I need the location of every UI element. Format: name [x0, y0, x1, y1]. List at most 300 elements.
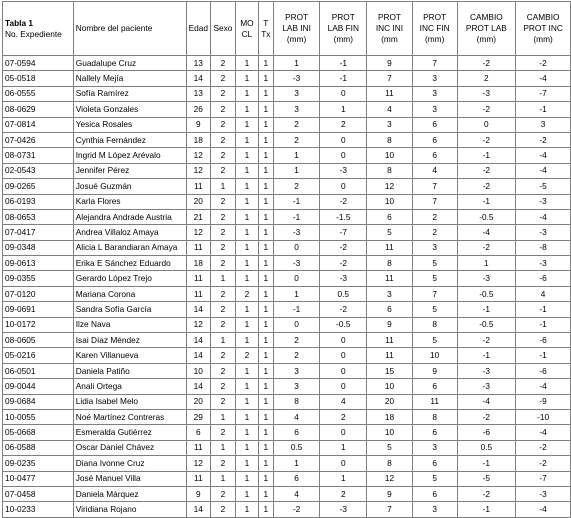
cell-prot-inc-fin: 5 [412, 471, 457, 486]
header-row [3, 2, 571, 56]
cell-expediente: 09-0348 [3, 240, 74, 255]
cell-sexo: 2 [210, 148, 235, 163]
cell-cambio-prot-inc: -5 [516, 179, 571, 194]
cell-mocl: 1 [235, 317, 258, 332]
cell-cambio-prot-lab: 2 [457, 71, 516, 86]
header-prot-lab-ini-line1: PROT [285, 12, 309, 22]
header-prot-lab-ini-line3: (mm) [286, 34, 307, 44]
cell-prot-inc-fin: 5 [412, 271, 457, 286]
cell-expediente: 05-0668 [3, 425, 74, 440]
cell-cambio-prot-inc: -2 [516, 56, 571, 71]
cell-prot-inc-fin: 9 [412, 363, 457, 378]
cell-prot-inc-fin: 3 [412, 102, 457, 117]
cell-cambio-prot-lab: -0.5 [457, 286, 516, 301]
cell-edad: 11 [186, 286, 210, 301]
cell-sexo: 1 [210, 333, 235, 348]
cell-prot-lab-fin: 2 [320, 486, 367, 501]
cell-cambio-prot-lab: -1 [457, 302, 516, 317]
header-cambio-inc-line3: (mm) [533, 34, 553, 44]
cell-prot-lab-ini: -2 [273, 502, 320, 517]
header-cambio-prot-lab [457, 2, 516, 56]
header-cambio-lab-line2: PROT LAB [465, 23, 507, 33]
cell-prot-inc-ini: 6 [367, 302, 413, 317]
cell-sexo: 2 [210, 56, 235, 71]
cell-ttx: 1 [258, 486, 273, 501]
cell-cambio-prot-inc: -9 [516, 394, 571, 409]
cell-prot-inc-fin: 7 [412, 56, 457, 71]
cell-cambio-prot-inc: -1 [516, 348, 571, 363]
cell-mocl: 1 [235, 194, 258, 209]
cell-expediente: 07-0458 [3, 486, 74, 501]
cell-expediente: 08-0653 [3, 209, 74, 224]
cell-prot-lab-ini: 3 [273, 363, 320, 378]
cell-nombre: Gerardo López Trejo [73, 271, 186, 286]
cell-expediente: 08-0629 [3, 102, 74, 117]
cell-cambio-prot-lab: -2 [457, 179, 516, 194]
cell-ttx: 1 [258, 317, 273, 332]
header-mocl-line2: CL [241, 28, 253, 39]
table-row [3, 179, 571, 194]
cell-cambio-prot-lab: -5 [457, 471, 516, 486]
cell-expediente: 06-0501 [3, 363, 74, 378]
table-row [3, 302, 571, 317]
cell-edad: 12 [186, 225, 210, 240]
table-row [3, 425, 571, 440]
cell-prot-inc-fin: 8 [412, 409, 457, 424]
cell-cambio-prot-lab: 0.5 [457, 440, 516, 455]
cell-nombre: Alicia L Barandiaran Amaya [73, 240, 186, 255]
cell-prot-inc-ini: 6 [367, 209, 413, 224]
header-ttx [258, 2, 273, 56]
patient-table-container [2, 1, 571, 518]
cell-edad: 14 [186, 333, 210, 348]
cell-prot-inc-ini: 5 [367, 225, 413, 240]
table-row [3, 132, 571, 147]
cell-sexo: 2 [210, 286, 235, 301]
cell-prot-lab-ini: 2 [273, 333, 320, 348]
cell-prot-inc-fin: 2 [412, 225, 457, 240]
cell-sexo: 2 [210, 256, 235, 271]
cell-expediente: 08-0731 [3, 148, 74, 163]
cell-cambio-prot-inc: -1 [516, 317, 571, 332]
cell-ttx: 1 [258, 363, 273, 378]
cell-prot-inc-ini: 10 [367, 425, 413, 440]
cell-cambio-prot-lab: -1 [457, 148, 516, 163]
cell-sexo: 2 [210, 502, 235, 517]
cell-expediente: 07-0426 [3, 132, 74, 147]
cell-mocl: 1 [235, 333, 258, 348]
cell-prot-lab-ini: 1 [273, 148, 320, 163]
header-edad: Edad [186, 2, 210, 56]
header-prot-inc-fin-line1: PROT [423, 12, 447, 22]
cell-expediente: 08-0605 [3, 333, 74, 348]
cell-prot-lab-ini: 3 [273, 102, 320, 117]
cell-prot-inc-ini: 20 [367, 394, 413, 409]
cell-edad: 20 [186, 194, 210, 209]
cell-nombre: Jennifer Pérez [73, 163, 186, 178]
cell-prot-lab-ini: 1 [273, 163, 320, 178]
table-row [3, 117, 571, 132]
cell-prot-inc-ini: 9 [367, 317, 413, 332]
cell-sexo: 2 [210, 225, 235, 240]
cell-prot-inc-ini: 3 [367, 117, 413, 132]
table-row [3, 440, 571, 455]
cell-edad: 14 [186, 502, 210, 517]
cell-cambio-prot-lab: -6 [457, 425, 516, 440]
cell-nombre: Alejandra Andrade Austria [73, 209, 186, 224]
cell-prot-lab-ini: 1 [273, 286, 320, 301]
cell-cambio-prot-inc: -6 [516, 363, 571, 378]
cell-edad: 13 [186, 86, 210, 101]
table-row [3, 240, 571, 255]
cell-edad: 9 [186, 117, 210, 132]
cell-edad: 10 [186, 363, 210, 378]
cell-cambio-prot-inc: -4 [516, 209, 571, 224]
patient-data-table [2, 1, 571, 518]
cell-cambio-prot-inc: -2 [516, 440, 571, 455]
cell-cambio-prot-inc: -2 [516, 132, 571, 147]
cell-prot-inc-ini: 8 [367, 256, 413, 271]
header-ttx-line1: T [263, 17, 269, 28]
cell-prot-inc-fin: 4 [412, 163, 457, 178]
cell-mocl: 1 [235, 394, 258, 409]
cell-edad: 12 [186, 317, 210, 332]
cell-mocl: 1 [235, 425, 258, 440]
cell-edad: 12 [186, 163, 210, 178]
cell-prot-inc-ini: 3 [367, 286, 413, 301]
cell-prot-lab-fin: -1 [320, 56, 367, 71]
cell-prot-lab-fin: 1 [320, 440, 367, 455]
cell-prot-lab-ini: 4 [273, 409, 320, 424]
cell-sexo: 1 [210, 271, 235, 286]
table-row [3, 486, 571, 501]
cell-prot-inc-ini: 18 [367, 409, 413, 424]
cell-edad: 12 [186, 148, 210, 163]
header-prot-inc-fin-line2: INC FIN [419, 23, 450, 33]
cell-prot-lab-ini: 1 [273, 56, 320, 71]
cell-mocl: 1 [235, 379, 258, 394]
cell-ttx: 1 [258, 440, 273, 455]
cell-prot-inc-fin: 3 [412, 502, 457, 517]
header-sexo: Sexo [210, 2, 235, 56]
cell-prot-lab-fin: 0 [320, 425, 367, 440]
cell-prot-lab-fin: 1 [320, 471, 367, 486]
cell-mocl: 1 [235, 163, 258, 178]
cell-prot-lab-fin: -1 [320, 71, 367, 86]
cell-prot-lab-fin: 0 [320, 379, 367, 394]
cell-prot-inc-ini: 5 [367, 440, 413, 455]
cell-cambio-prot-lab: -2 [457, 102, 516, 117]
cell-mocl: 1 [235, 363, 258, 378]
cell-mocl: 1 [235, 179, 258, 194]
cell-nombre: Viridiana Rojano [73, 502, 186, 517]
cell-prot-lab-fin: -7 [320, 225, 367, 240]
cell-prot-lab-fin: 4 [320, 394, 367, 409]
cell-cambio-prot-lab: -4 [457, 225, 516, 240]
cell-cambio-prot-inc: -3 [516, 256, 571, 271]
header-prot-inc-fin [412, 2, 457, 56]
cell-prot-inc-ini: 10 [367, 379, 413, 394]
cell-nombre: Sofía Ramírez [73, 86, 186, 101]
cell-prot-inc-fin: 3 [412, 86, 457, 101]
cell-expediente: 09-0613 [3, 256, 74, 271]
cell-prot-inc-ini: 11 [367, 240, 413, 255]
cell-cambio-prot-inc: -4 [516, 502, 571, 517]
cell-sexo: 2 [210, 194, 235, 209]
cell-edad: 14 [186, 379, 210, 394]
table-body [3, 56, 571, 518]
cell-ttx: 1 [258, 132, 273, 147]
cell-ttx: 1 [258, 379, 273, 394]
cell-ttx: 1 [258, 456, 273, 471]
cell-prot-lab-ini: 6 [273, 425, 320, 440]
cell-prot-inc-fin: 5 [412, 302, 457, 317]
cell-nombre: Anali Ortega [73, 379, 186, 394]
cell-cambio-prot-inc: -6 [516, 333, 571, 348]
cell-expediente: 05-0518 [3, 71, 74, 86]
cell-nombre: Lidia Isabel Melo [73, 394, 186, 409]
cell-prot-lab-fin: -2 [320, 240, 367, 255]
cell-edad: 11 [186, 440, 210, 455]
cell-prot-inc-ini: 11 [367, 271, 413, 286]
cell-sexo: 1 [210, 409, 235, 424]
header-prot-lab-fin-line2: LAB FIN [327, 23, 359, 33]
cell-prot-lab-ini: 0 [273, 240, 320, 255]
cell-edad: 14 [186, 71, 210, 86]
cell-cambio-prot-inc: -7 [516, 471, 571, 486]
cell-prot-lab-fin: 0 [320, 363, 367, 378]
cell-prot-lab-ini: 2 [273, 348, 320, 363]
cell-prot-inc-ini: 9 [367, 486, 413, 501]
cell-prot-inc-fin: 7 [412, 286, 457, 301]
cell-prot-lab-ini: 0 [273, 317, 320, 332]
header-cambio-inc-line1: CAMBIO [526, 12, 560, 22]
cell-edad: 29 [186, 409, 210, 424]
table-row [3, 271, 571, 286]
cell-edad: 6 [186, 425, 210, 440]
cell-prot-lab-ini: 8 [273, 394, 320, 409]
table-row [3, 256, 571, 271]
cell-cambio-prot-lab: 1 [457, 256, 516, 271]
cell-sexo: 2 [210, 394, 235, 409]
cell-cambio-prot-inc: -3 [516, 194, 571, 209]
cell-nombre: Ilze Nava [73, 317, 186, 332]
cell-edad: 14 [186, 302, 210, 317]
cell-cambio-prot-lab: -3 [457, 379, 516, 394]
table-row [3, 394, 571, 409]
cell-nombre: Sandra Sofía García [73, 302, 186, 317]
cell-expediente: 07-0120 [3, 286, 74, 301]
cell-cambio-prot-lab: -2 [457, 409, 516, 424]
cell-cambio-prot-lab: -2 [457, 486, 516, 501]
cell-expediente: 07-0417 [3, 225, 74, 240]
cell-prot-lab-ini: -3 [273, 256, 320, 271]
header-expediente [3, 2, 74, 56]
cell-prot-lab-ini: 3 [273, 86, 320, 101]
cell-edad: 21 [186, 209, 210, 224]
cell-edad: 13 [186, 56, 210, 71]
cell-mocl: 1 [235, 471, 258, 486]
cell-nombre: Esmeralda Gutiérrez [73, 425, 186, 440]
cell-edad: 26 [186, 102, 210, 117]
cell-ttx: 1 [258, 163, 273, 178]
cell-cambio-prot-inc: -7 [516, 86, 571, 101]
table-row [3, 194, 571, 209]
cell-prot-inc-fin: 11 [412, 394, 457, 409]
cell-ttx: 1 [258, 271, 273, 286]
cell-edad: 11 [186, 271, 210, 286]
cell-cambio-prot-lab: -4 [457, 394, 516, 409]
cell-mocl: 1 [235, 240, 258, 255]
cell-mocl: 1 [235, 502, 258, 517]
header-nombre: Nombre del paciente [73, 2, 186, 56]
cell-nombre: Andrea Villaloz Amaya [73, 225, 186, 240]
table-row [3, 379, 571, 394]
cell-sexo: 2 [210, 379, 235, 394]
cell-cambio-prot-inc: -4 [516, 148, 571, 163]
cell-cambio-prot-inc: -1 [516, 102, 571, 117]
cell-expediente: 07-0814 [3, 117, 74, 132]
cell-nombre: Josué Guzmán [73, 179, 186, 194]
cell-prot-lab-fin: 0 [320, 456, 367, 471]
cell-prot-inc-ini: 10 [367, 148, 413, 163]
header-prot-lab-ini [273, 2, 320, 56]
cell-prot-inc-fin: 6 [412, 486, 457, 501]
cell-sexo: 2 [210, 86, 235, 101]
cell-prot-lab-ini: 0 [273, 271, 320, 286]
cell-prot-lab-fin: -2 [320, 302, 367, 317]
table-row [3, 333, 571, 348]
cell-ttx: 1 [258, 333, 273, 348]
cell-ttx: 1 [258, 502, 273, 517]
cell-expediente: 02-0543 [3, 163, 74, 178]
cell-expediente: 10-0477 [3, 471, 74, 486]
cell-nombre: Yesica Rosales [73, 117, 186, 132]
cell-sexo: 2 [210, 425, 235, 440]
table-row [3, 163, 571, 178]
header-prot-inc-ini-line1: PROT [377, 12, 401, 22]
header-prot-inc-ini [367, 2, 413, 56]
cell-sexo: 2 [210, 302, 235, 317]
cell-mocl: 1 [235, 456, 258, 471]
table-row [3, 317, 571, 332]
cell-expediente: 10-0172 [3, 317, 74, 332]
cell-mocl: 1 [235, 56, 258, 71]
cell-cambio-prot-inc: -4 [516, 425, 571, 440]
cell-edad: 14 [186, 348, 210, 363]
cell-cambio-prot-inc: -4 [516, 163, 571, 178]
cell-prot-lab-fin: 0 [320, 179, 367, 194]
cell-cambio-prot-inc: -8 [516, 240, 571, 255]
cell-expediente: 09-0265 [3, 179, 74, 194]
cell-ttx: 1 [258, 471, 273, 486]
cell-prot-lab-fin: 0 [320, 86, 367, 101]
cell-mocl: 2 [235, 348, 258, 363]
cell-prot-lab-ini: 2 [273, 179, 320, 194]
cell-nombre: Ingrid M López Arévalo [73, 148, 186, 163]
cell-ttx: 1 [258, 256, 273, 271]
cell-nombre: Erika E Sánchez Eduardo [73, 256, 186, 271]
cell-cambio-prot-lab: -2 [457, 132, 516, 147]
cell-mocl: 1 [235, 148, 258, 163]
cell-ttx: 1 [258, 209, 273, 224]
cell-expediente: 09-0691 [3, 302, 74, 317]
cell-prot-lab-ini: 3 [273, 379, 320, 394]
cell-prot-inc-ini: 8 [367, 132, 413, 147]
cell-prot-lab-ini: 2 [273, 132, 320, 147]
cell-ttx: 1 [258, 409, 273, 424]
cell-cambio-prot-lab: -1 [457, 194, 516, 209]
header-mocl [235, 2, 258, 56]
cell-expediente: 09-0044 [3, 379, 74, 394]
cell-prot-lab-fin: -3 [320, 502, 367, 517]
cell-prot-lab-fin: -3 [320, 271, 367, 286]
cell-cambio-prot-lab: 0 [457, 117, 516, 132]
cell-expediente: 09-0355 [3, 271, 74, 286]
cell-prot-inc-fin: 10 [412, 348, 457, 363]
cell-expediente: 06-0193 [3, 194, 74, 209]
cell-prot-lab-ini: -1 [273, 194, 320, 209]
header-ttx-line2: Tx [261, 28, 271, 39]
cell-prot-lab-fin: 2 [320, 409, 367, 424]
cell-nombre: Nallely Mejía [73, 71, 186, 86]
cell-mocl: 1 [235, 486, 258, 501]
table-row [3, 148, 571, 163]
cell-mocl: 1 [235, 225, 258, 240]
cell-prot-lab-fin: 0 [320, 348, 367, 363]
cell-cambio-prot-lab: -2 [457, 56, 516, 71]
cell-nombre: Daniela Patiño [73, 363, 186, 378]
cell-cambio-prot-lab: -1 [457, 348, 516, 363]
cell-sexo: 1 [210, 440, 235, 455]
cell-ttx: 1 [258, 86, 273, 101]
table-row [3, 363, 571, 378]
cell-prot-lab-fin: 0 [320, 148, 367, 163]
cell-prot-lab-fin: -2 [320, 256, 367, 271]
cell-ttx: 1 [258, 302, 273, 317]
cell-sexo: 2 [210, 102, 235, 117]
cell-mocl: 1 [235, 71, 258, 86]
cell-prot-lab-ini: -3 [273, 71, 320, 86]
table-row [3, 471, 571, 486]
cell-sexo: 2 [210, 132, 235, 147]
cell-prot-inc-ini: 10 [367, 194, 413, 209]
cell-mocl: 1 [235, 86, 258, 101]
cell-edad: 18 [186, 256, 210, 271]
cell-prot-lab-fin: -1.5 [320, 209, 367, 224]
cell-sexo: 2 [210, 117, 235, 132]
cell-prot-lab-fin: 0 [320, 132, 367, 147]
cell-mocl: 1 [235, 132, 258, 147]
cell-cambio-prot-inc: -4 [516, 71, 571, 86]
cell-prot-lab-fin: 1 [320, 102, 367, 117]
cell-sexo: 2 [210, 456, 235, 471]
table-row [3, 102, 571, 117]
cell-prot-lab-ini: 4 [273, 486, 320, 501]
cell-sexo: 2 [210, 486, 235, 501]
cell-prot-inc-fin: 3 [412, 71, 457, 86]
cell-sexo: 2 [210, 209, 235, 224]
cell-cambio-prot-inc: -10 [516, 409, 571, 424]
cell-prot-inc-fin: 3 [412, 240, 457, 255]
cell-sexo: 2 [210, 71, 235, 86]
cell-expediente: 06-0555 [3, 86, 74, 101]
cell-cambio-prot-inc: -3 [516, 225, 571, 240]
cell-ttx: 1 [258, 394, 273, 409]
cell-mocl: 1 [235, 302, 258, 317]
cell-prot-lab-fin: -0.5 [320, 317, 367, 332]
cell-prot-inc-fin: 6 [412, 425, 457, 440]
